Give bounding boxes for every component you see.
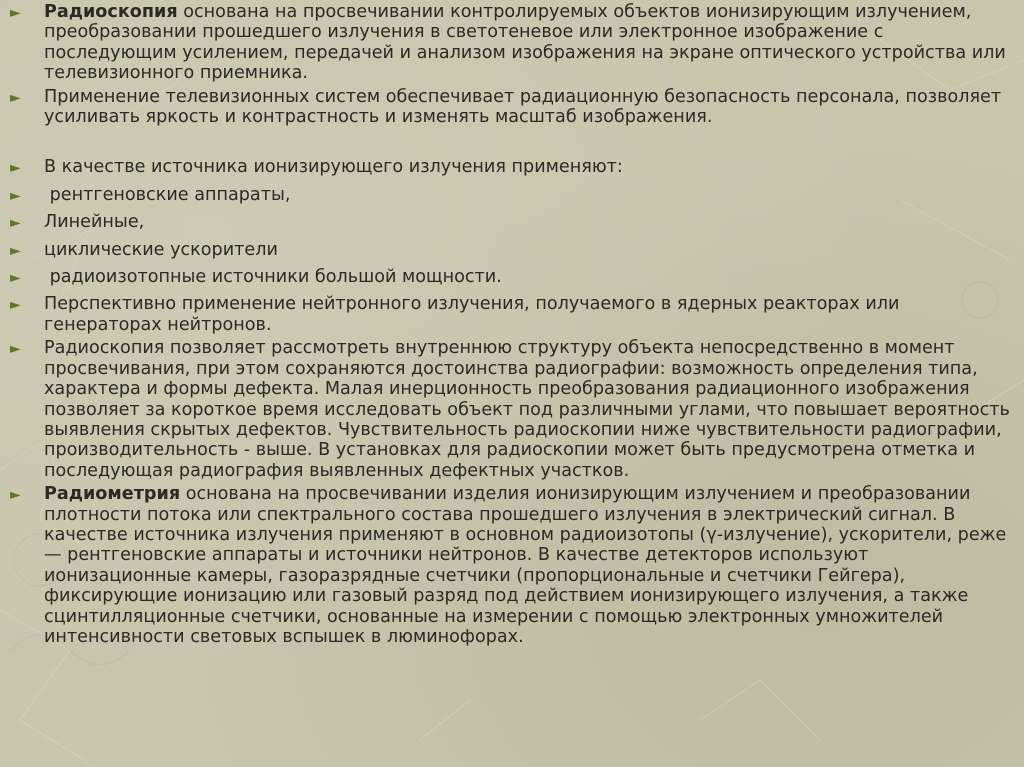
list-item-radioscopy (10, 2, 1014, 84)
bullet-arrow-icon: ► (10, 487, 21, 504)
list-item (10, 185, 1014, 206)
bullet-arrow-icon: ► (10, 297, 21, 314)
bullet-arrow-icon: ► (10, 341, 21, 358)
item-text (44, 484, 1014, 647)
item-text: Применение телевизионных систем обеспечивает радиационную безопасность персонала, позволяет усиливать яркость и контрастность и изменять масштаб изображения. (44, 86, 1002, 128)
list-item-radiometry (10, 484, 1014, 647)
list-item (10, 338, 1014, 481)
item-text: радиоизотопные источники большой мощности. (44, 267, 502, 288)
list-item (10, 212, 1014, 233)
bullet-arrow-icon: ► (10, 242, 21, 259)
item-text: циклические ускорители (44, 239, 278, 260)
item-text: Перспективно применение нейтронного излучения, получаемого в ядерных реакторах или генераторах нейтронов. (44, 294, 900, 335)
item-body: основана на просвечивании изделия ионизирующим излучением и преобразовании плотности потока или спектрального состава прошедшего излучения в электрический сигнал. В качестве источника излучения применяют в основном радиоизотопы (γ-излучение), ускорители, реже — рентгеновские аппараты и источники нейтронов. В качестве детекторов используют ионизационные камеры, газоразрядные счетчики (пропорциональные и счетчики Гейгера), фиксирующие ионизацию или газовый разряд под действием ионизирующего излучения, а также сцинтилляционные счетчики, основанные на измерении с помощью электронных умножителей интенсивности световых вспышек в люминофорах. (44, 484, 1007, 647)
term-radiometry: Радиометрия (44, 484, 181, 505)
item-text (44, 2, 1014, 84)
bullet-arrow-icon: ► (10, 187, 21, 204)
bullet-arrow-icon: ► (10, 160, 21, 177)
item-text: рентгеновские аппараты, (44, 184, 291, 205)
item-body: основана на просвечивании контролируемых объектов ионизирующим излучением, преобразовании прошедшего излучения в светотеневое или электронное изображение с последующим усилением, передачей и анализом изображения на экране оптического устройства или телевизионного приемника. (44, 2, 1006, 84)
item-text: Линейные, (44, 212, 145, 233)
list-item (10, 87, 1014, 128)
term-radioscopy: Радиоскопия (44, 2, 178, 22)
list-item (10, 294, 1014, 335)
list-item (10, 240, 1014, 261)
bullet-list (10, 2, 1014, 647)
bullet-arrow-icon: ► (10, 5, 21, 21)
bullet-arrow-icon: ► (10, 89, 21, 106)
item-text: Радиоскопия позволяет рассмотреть внутреннюю структуру объекта непосредственно в момент просвечивания, при этом сохраняются достоинства радиографии: возможность определения типа, характера и формы дефекта. Малая инерционность преобразования радиационного изображения позволяет за короткое время исследовать объект под различными углами, что повышает вероятность выявления скрытых дефектов. Чувствительность радиоскопии ниже чувствительности радиографии, производительность - выше. В установках для радиоскопии может быть предусмотрена отметка и последующая радиография выявленных дефектных участков. (44, 338, 1010, 481)
list-item (10, 157, 1014, 178)
bullet-arrow-icon: ► (10, 270, 21, 287)
list-item (10, 267, 1014, 288)
item-text: В качестве источника ионизирующего излучения применяют: (44, 157, 623, 178)
bullet-arrow-icon: ► (10, 215, 21, 232)
